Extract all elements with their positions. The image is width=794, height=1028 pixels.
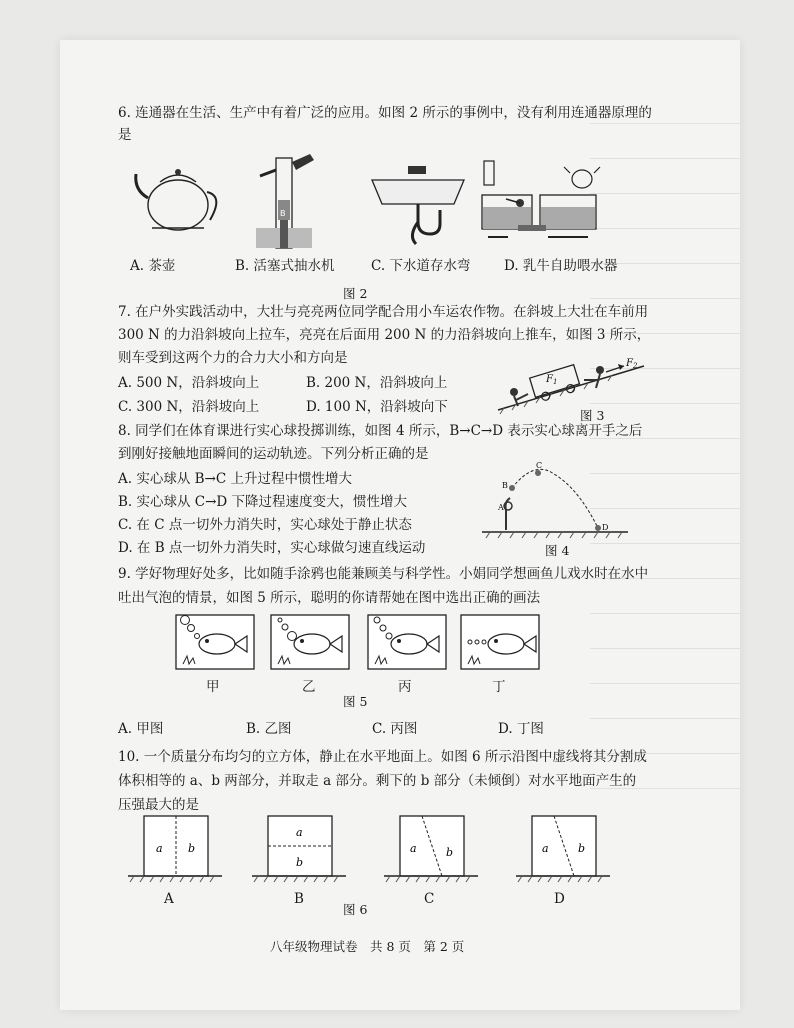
- q6-option-d: D. 乳牛自助喂水器: [504, 258, 618, 274]
- cube-option-a: [124, 812, 224, 882]
- q8-option-b: B. 实心球从 C→D 下降过程速度变大，惯性增大: [118, 494, 408, 510]
- figure-5-caption: 图 5: [343, 694, 368, 709]
- part-a-label: a: [156, 842, 163, 855]
- q9-option-d: D. 丁图: [498, 721, 544, 737]
- point-a-label: A: [498, 503, 504, 512]
- teapot-figure: [130, 162, 230, 237]
- q10-stem-cont-2: 压强最大的是: [118, 797, 199, 813]
- figure-6-caption: 图 6: [343, 902, 368, 917]
- q8-option-d: D. 在 B 点一切外力消失时，实心球做匀速直线运动: [118, 540, 426, 556]
- q8-stem: 8. 同学们在体育课进行实心球投掷训练，如图 4 所示，B→C→D 表示实心球离开手之后: [118, 423, 643, 439]
- pump-label: B: [280, 209, 286, 218]
- cube-option-d: [512, 812, 612, 882]
- q9-option-b: B. 乙图: [246, 721, 292, 737]
- part-b-label: b: [296, 856, 304, 869]
- q10-stem-cont-1: 体积相等的 a、b 两部分，并取走 a 部分。剩下的 b 部分（未倾倒）对水平地面产生的: [118, 773, 637, 789]
- q8-option-a: A. 实心球从 B→C 上升过程中惯性增大: [118, 471, 352, 487]
- q9-stem: 9. 学好物理好处多，比如随手涂鸦也能兼顾美与科学性。小娟同学想画鱼儿戏水时在水中: [118, 566, 649, 582]
- cube-label-b: B: [294, 891, 304, 907]
- fish-panel-ding: [460, 614, 542, 672]
- q6-option-c: C. 下水道存水弯: [371, 258, 471, 274]
- part-b-label: b: [578, 842, 586, 855]
- q7-stem: 7. 在户外实践活动中，大壮与亮亮两位同学配合用小车运农作物。在斜坡上大壮在车前用: [118, 304, 649, 320]
- part-b-label: b: [188, 842, 196, 855]
- part-a-label: a: [296, 826, 303, 839]
- q6-stem-cont: 是: [118, 127, 132, 143]
- page-footer: 八年级物理试卷 共 8 页 第 2 页: [270, 939, 465, 954]
- fish-panel-bing: [367, 614, 449, 672]
- q8-option-c: C. 在 C 点一切外力消失时，实心球处于静止状态: [118, 517, 412, 533]
- point-c-label: C: [536, 461, 543, 470]
- cow-feeder-figure: [478, 155, 608, 245]
- panel-label-ding: 丁: [492, 679, 506, 695]
- cube-label-a: A: [164, 891, 174, 907]
- part-b-label: b: [446, 846, 454, 859]
- part-a-label: a: [410, 842, 417, 855]
- q7-option-a: A. 500 N，沿斜坡向上: [118, 375, 260, 391]
- point-b-label: B: [502, 481, 508, 490]
- panel-label-yi: 乙: [302, 679, 316, 695]
- point-d-label: D: [602, 523, 609, 532]
- q9-option-a: A. 甲图: [118, 721, 164, 737]
- q6-stem: 6. 连通器在生活、生产中有着广泛的应用。如图 2 所示的事例中，没有利用连通器原理的: [118, 105, 652, 121]
- q7-stem-cont-2: 则车受到这两个力的合力大小和方向是: [118, 350, 348, 366]
- cart-slope-figure: [498, 352, 648, 412]
- piston-pump-figure: [252, 150, 322, 250]
- q7-option-b: B. 200 N，沿斜坡向上: [306, 375, 448, 391]
- force-f1-label: $F_1$: [546, 374, 558, 386]
- fish-panel-jia: [175, 614, 257, 672]
- cube-label-c: C: [424, 891, 435, 907]
- q10-stem: 10. 一个质量分布均匀的立方体，静止在水平地面上。如图 6 所示沿图中虚线将其分割成: [118, 749, 647, 765]
- q7-option-d: D. 100 N，沿斜坡向下: [306, 399, 448, 415]
- cube-option-b: [248, 812, 348, 882]
- figure-2-caption: 图 2: [343, 286, 368, 301]
- figure-4-caption: 图 4: [545, 543, 570, 558]
- q7-option-c: C. 300 N，沿斜坡向上: [118, 399, 260, 415]
- sink-trap-figure: [368, 160, 468, 250]
- panel-label-jia: 甲: [206, 679, 220, 695]
- q6-option-a: A. 茶壶: [130, 258, 176, 274]
- fish-panel-yi: [270, 614, 352, 672]
- q9-option-c: C. 丙图: [372, 721, 418, 737]
- ball-trajectory-figure: [482, 461, 632, 538]
- q6-option-b: B. 活塞式抽水机: [235, 258, 335, 274]
- q9-stem-cont: 吐出气泡的情景，如图 5 所示，聪明的你请帮她在图中选出正确的画法: [118, 590, 541, 606]
- figure-3-caption: 图 3: [580, 408, 605, 423]
- cube-label-d: D: [554, 891, 565, 907]
- cube-option-c: [380, 812, 480, 882]
- panel-label-bing: 丙: [398, 679, 412, 695]
- part-a-label: a: [542, 842, 549, 855]
- q7-stem-cont-1: 300 N 的力沿斜坡向上拉车，亮亮在后面用 200 N 的力沿斜坡向上推车，如图 3 所示，: [118, 327, 651, 343]
- force-f2-label: $F_2$: [626, 358, 638, 370]
- q8-stem-cont: 到刚好接触地面瞬间的运动轨迹。下列分析正确的是: [118, 446, 429, 462]
